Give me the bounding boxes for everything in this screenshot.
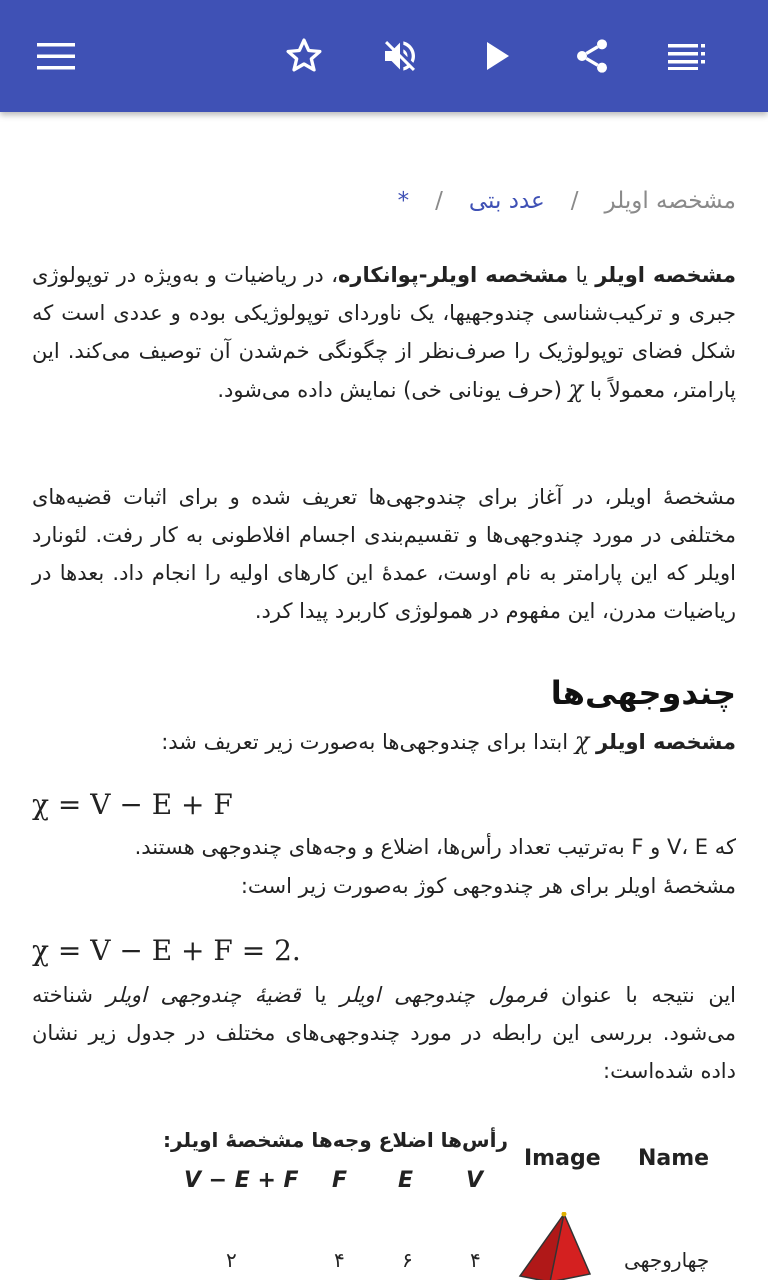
term-euler-characteristic: مشخصه اویلر [595, 730, 736, 754]
variables-explanation: که V، E و F به‌ترتیب تعداد رأس‌ها، اضلاع و وجه‌های چندوجهی هستند. [134, 835, 736, 859]
cell-vertices: ۴ [470, 1248, 481, 1272]
star-outline-icon [284, 36, 324, 76]
chi-symbol: χ [568, 375, 584, 403]
col-subheader-e: E [398, 1168, 414, 1193]
result-text: این نتیجه با عنوان [547, 983, 737, 1007]
breadcrumb-current: مشخصه اویلر [604, 188, 736, 214]
definition-text: ابتدا برای چندوجهی‌ها به‌صورت زیر تعریف شد: [161, 730, 575, 754]
breadcrumb-parent-link[interactable]: عدد بتی [468, 188, 545, 214]
result-text: شناخته می‌شود. بررسی این رابطه در مورد چندوجهی‌های مختلف در جدول زیر نشان داده شده‌است: [32, 983, 736, 1083]
definition-line [32, 722, 736, 761]
playlist-button[interactable] [660, 28, 716, 84]
cell-edges: ۶ [402, 1248, 413, 1272]
history-paragraph: مشخصهٔ اویلر، در آغاز برای چندوجهی‌ها تعریف شده و برای اثبات قضیه‌های مختلفی در مورد چندوجهی‌ها و تقسیم‌بندی اجسام افلاطونی به کار رفت. لئونارد اویلر که این پارامتر به نام اوست، عمدهٔ این کارهای اولیه را انجام داد. بعدها در ریاضیات مدرن، این مفهوم در همولوژی کاربرد پیدا کرد. [32, 485, 736, 623]
bookmark-button[interactable] [276, 28, 332, 84]
intro-paragraph [32, 256, 736, 409]
play-icon [483, 40, 513, 72]
result-text: یا [300, 983, 341, 1007]
share-button[interactable] [564, 28, 620, 84]
convex-statement: مشخصهٔ اویلر برای هر چندوجهی کوژ به‌صورت زیر است: [240, 874, 736, 898]
play-button[interactable] [470, 28, 526, 84]
app-bar [0, 0, 768, 112]
menu-button[interactable] [28, 28, 84, 84]
col-header-image: Image [524, 1146, 601, 1171]
col-header-edges: اضلاع [378, 1128, 434, 1152]
term-polyhedron-formula: فرمول چندوجهی اویلر [340, 983, 548, 1007]
breadcrumb-separator: / [435, 188, 443, 214]
col-subheader-v: V [466, 1168, 484, 1193]
result-paragraph [32, 976, 736, 1090]
col-subheader-f: F [332, 1168, 348, 1193]
intro-text: (حرف یونانی خی) نمایش داده می‌شود. [217, 378, 569, 402]
menu-icon [37, 42, 75, 70]
formula-euler: χ = V − E + F [32, 788, 233, 821]
intro-text: یا [568, 263, 596, 287]
col-header-name: Name [638, 1146, 710, 1171]
term-euler-poincare: مشخصه اویلر-پوانکاره [337, 263, 569, 287]
cell-faces: ۴ [334, 1248, 345, 1272]
term-polyhedron-theorem: قضیهٔ چندوجهی اویلر [106, 983, 301, 1007]
breadcrumb-separator: / [570, 188, 579, 214]
col-subheader-chi: V − E + F [184, 1168, 299, 1193]
chi-symbol: χ [574, 727, 590, 755]
tetrahedron-image [516, 1212, 592, 1280]
breadcrumb [30, 184, 736, 218]
mute-button[interactable] [372, 28, 428, 84]
share-icon [572, 36, 612, 76]
playlist-icon [668, 42, 708, 70]
article-content[interactable] [0, 112, 768, 1280]
term-euler-characteristic: مشخصه اویلر [595, 263, 736, 287]
volume-off-icon [380, 36, 420, 76]
cell-euler: ۲ [226, 1248, 237, 1272]
breadcrumb-root-link[interactable]: * [397, 188, 410, 214]
col-header-counts [160, 1128, 508, 1152]
col-header-euler: مشخصهٔ اویلر: [163, 1128, 305, 1152]
cell-name: چهاروجهی [624, 1248, 710, 1272]
section-heading-polyhedra: چندوجهی‌ها [550, 674, 736, 712]
col-header-vertices: رأس‌ها [440, 1128, 508, 1152]
col-header-faces: وجه‌ها [311, 1128, 372, 1152]
formula-euler-equals-two: χ = V − E + F = 2. [32, 934, 301, 967]
intro-text: ، در ریاضیات و به‌ویژه در توپولوژی جبری و ترکیب‌شناسی چندوجهیها، یک ناوردای توپولوژیکی بوده و عددی است که شکل فضای توپولوژیک را صرف‌نظر از چگونگی خم‌شدن آن توصیف می‌کند. این پارامتر، معمولاً با [32, 263, 736, 402]
